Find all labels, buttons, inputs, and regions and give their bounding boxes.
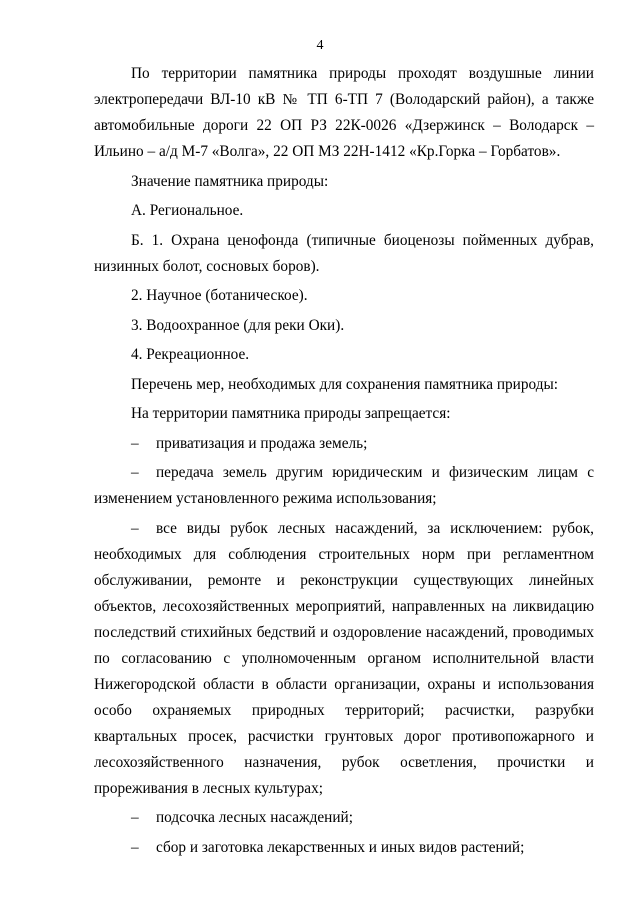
list-dash: – [131,434,139,452]
list-item-land-transfer [94,460,594,512]
list-item-text: все виды рубок лесных насаждений, за исключением: рубок, необходимых для соблюдения строительных норм при регламентном обслуживании, ремонте и реконструкции существующих линейных объектов, лесохозяйственных мероприятий, направленных на ликвидацию последствий стихийных бедствий и оздоровление насаждений, проводимых по согласованию с уполномоченным органом исполнительной власти Нижегородской области в области организации, охраны и использования особо охраняемых природных территорий; расчистки, разрубки квартальных просек, расчистки грунтовых дорог противопожарного и лесохозяйственного назначения, рубок осветления, прочистки и прореживания в лесных культурах; [94,519,594,797]
document-body [94,61,594,864]
paragraph-significance-a: А. Региональное. [131,202,244,219]
page-number: 4 [316,38,324,53]
list-item-plant-collection [94,835,594,861]
list-item-logging [94,516,594,802]
paragraph-significance-3: 3. Водоохранное (для реки Оки). [131,316,345,334]
list-dash: – [131,464,139,481]
list-item-text: сбор и заготовка лекарственных и иных видов растений; [156,838,525,856]
paragraph-significance-4: 4. Рекреационное. [131,346,250,363]
list-item-text: приватизация и продажа земель; [156,434,368,452]
list-dash: – [131,519,139,537]
paragraph-prohibited-heading: На территории памятника природы запрещается: [131,405,451,422]
paragraph-measures-heading: Перечень мер, необходимых для сохранения памятника природы: [131,375,559,393]
list-item-text: передача земель другим юридическим и физическим лицам с изменением установленного режима использования; [94,464,594,507]
paragraph-significance-heading: Значение памятника природы: [131,172,329,190]
paragraph-significance-2: 2. Научное (ботаническое). [131,287,308,304]
list-dash: – [131,809,139,826]
paragraph-significance-b1: Б. 1. Охрана ценофонда (типичные биоценозы пойменных дубрав, низинных болот, сосновых боров). [94,231,594,275]
list-item-text: подсочка лесных насаждений; [156,809,353,826]
list-dash: – [131,838,139,856]
paragraph-overhead-lines: По территории памятника природы проходят воздушные линии электропередачи ВЛ-10 кВ № ТП 6-ТП 7 (Володарский район), а также автомобильные дороги 22 ОП РЗ 22К-0026 «Дзержинск – Володарск – Ильино – а/д М-7 «Волга», 22 ОП МЗ 22Н-1412 «Кр.Горка – Горбатов». [94,65,594,160]
list-item-tapping [94,805,594,831]
list-item-privatization [94,431,594,457]
